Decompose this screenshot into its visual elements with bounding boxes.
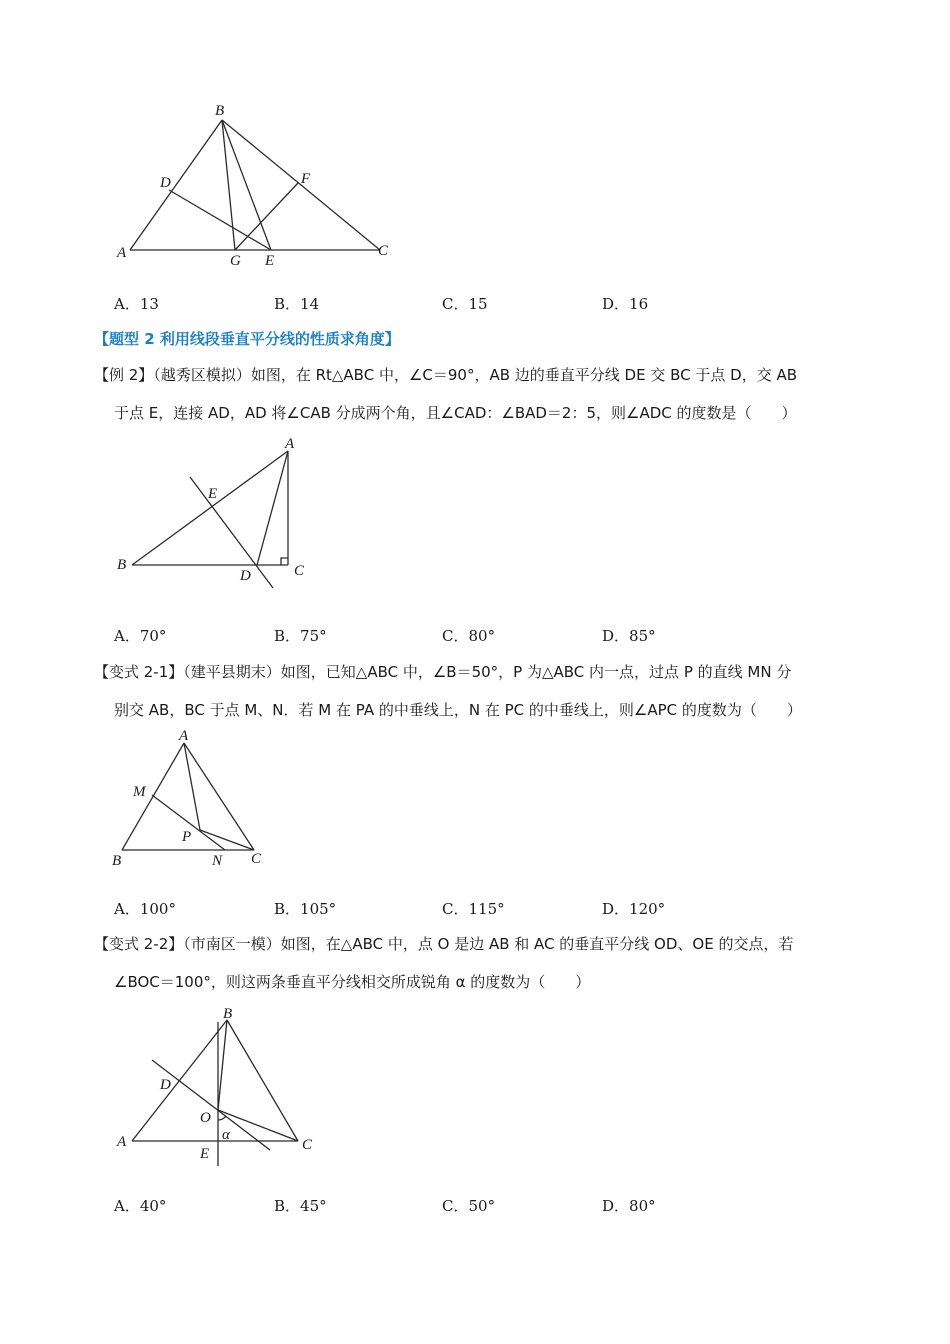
segment-de xyxy=(169,190,271,250)
label-c: C xyxy=(378,243,389,259)
perpendicular-bisector-de xyxy=(190,477,273,588)
label-c: C xyxy=(294,563,305,579)
label-b: B xyxy=(112,853,122,869)
segment-ab xyxy=(130,120,222,250)
variant-2-1-tag: 【变式 2-1】 xyxy=(94,663,184,681)
segment-ab xyxy=(132,451,288,565)
option-c[interactable]: C．50° xyxy=(442,1197,496,1215)
label-e: E xyxy=(200,1146,210,1162)
option-a[interactable]: A．13 xyxy=(114,295,159,313)
label-b: B xyxy=(117,557,127,573)
perpendicular-bisector-od xyxy=(152,1060,270,1150)
option-d[interactable]: D．16 xyxy=(602,295,649,313)
option-b[interactable]: B．14 xyxy=(274,295,320,313)
segment-bg xyxy=(222,120,235,250)
label-d: D xyxy=(160,1077,171,1093)
option-d[interactable]: D．120° xyxy=(602,900,666,918)
option-a[interactable]: A．40° xyxy=(114,1197,167,1215)
segment-ac xyxy=(184,743,254,850)
option-b[interactable]: B．45° xyxy=(274,1197,327,1215)
label-m: M xyxy=(133,784,146,800)
variant-2-2-line-2: ∠BOC＝100°，则这两条垂直平分线相交所成锐角 α 的度数为（ ） xyxy=(114,973,591,991)
alpha-arc xyxy=(218,1116,226,1120)
label-a: A xyxy=(117,1134,127,1150)
right-angle-mark xyxy=(281,558,288,565)
option-c[interactable]: C．115° xyxy=(442,900,505,918)
label-d: D xyxy=(160,175,171,191)
label-e: E xyxy=(265,253,275,269)
segment-ad xyxy=(257,451,288,565)
label-b: B xyxy=(215,103,225,119)
variant-2-2-tag: 【变式 2-2】 xyxy=(94,935,184,953)
label-b: B xyxy=(223,1006,233,1022)
segment-oc xyxy=(218,1110,298,1141)
label-f: F xyxy=(301,171,311,187)
label-a: A xyxy=(285,436,295,452)
option-a[interactable]: A．100° xyxy=(114,900,176,918)
variant-2-1-line-2: 别交 AB，BC 于点 M、N．若 M 在 PA 的中垂线上，N 在 PC 的中垂线上，则∠APC 的度数为（ ） xyxy=(114,701,802,719)
option-d[interactable]: D．80° xyxy=(602,1197,656,1215)
example-2-tag: 【例 2】 xyxy=(94,366,154,384)
figure-1 xyxy=(105,95,405,275)
segment-bc xyxy=(227,1020,298,1141)
variant-2-2-line-1 xyxy=(94,933,793,954)
option-a[interactable]: A．70° xyxy=(114,627,167,645)
label-e: E xyxy=(208,486,218,502)
section-title: 【题型 2 利用线段垂直平分线的性质求角度】 xyxy=(94,330,400,348)
label-o: O xyxy=(200,1110,211,1126)
example-2-line-2: 于点 E，连接 AD，AD 将∠CAB 分成两个角，且∠CAD：∠BAD＝2：5，则∠ADC 的度数是（ ） xyxy=(114,404,797,422)
option-b[interactable]: B．105° xyxy=(274,900,337,918)
label-a: A xyxy=(117,245,127,261)
label-d: D xyxy=(240,568,251,584)
example-2-line-1 xyxy=(94,364,797,385)
variant-2-1-line-1 xyxy=(94,661,791,682)
option-d[interactable]: D．85° xyxy=(602,627,656,645)
figure-example-2 xyxy=(105,435,325,590)
segment-ob xyxy=(218,1020,227,1110)
example-2-text-1: （越秀区模拟）如图，在 Rt△ABC 中，∠C＝90°，AB 边的垂直平分线 DE 交 BC 于点 D，交 AB xyxy=(153,366,798,384)
label-n: N xyxy=(212,853,223,869)
option-c[interactable]: C．15 xyxy=(442,295,488,313)
variant-2-1-text-1: （建平县期末）如图，已知△ABC 中，∠B＝50°，P 为△ABC 内一点，过点 P 的直线 MN 分 xyxy=(183,663,792,681)
variant-2-2-text-1: （市南区一模）如图，在△ABC 中，点 O 是边 AB 和 AC 的垂直平分线 OD、OE 的交点，若 xyxy=(183,935,794,953)
option-b[interactable]: B．75° xyxy=(274,627,327,645)
figure-variant-2-2 xyxy=(105,1000,330,1170)
label-p: P xyxy=(182,829,192,845)
segment-fg xyxy=(235,183,298,250)
figure-variant-2-1 xyxy=(105,725,280,875)
label-alpha: α xyxy=(222,1127,230,1143)
segment-pc xyxy=(200,830,254,850)
label-c: C xyxy=(251,851,262,867)
label-g: G xyxy=(230,253,241,269)
label-c: C xyxy=(302,1137,313,1153)
label-a: A xyxy=(179,728,189,744)
option-c[interactable]: C．80° xyxy=(442,627,496,645)
